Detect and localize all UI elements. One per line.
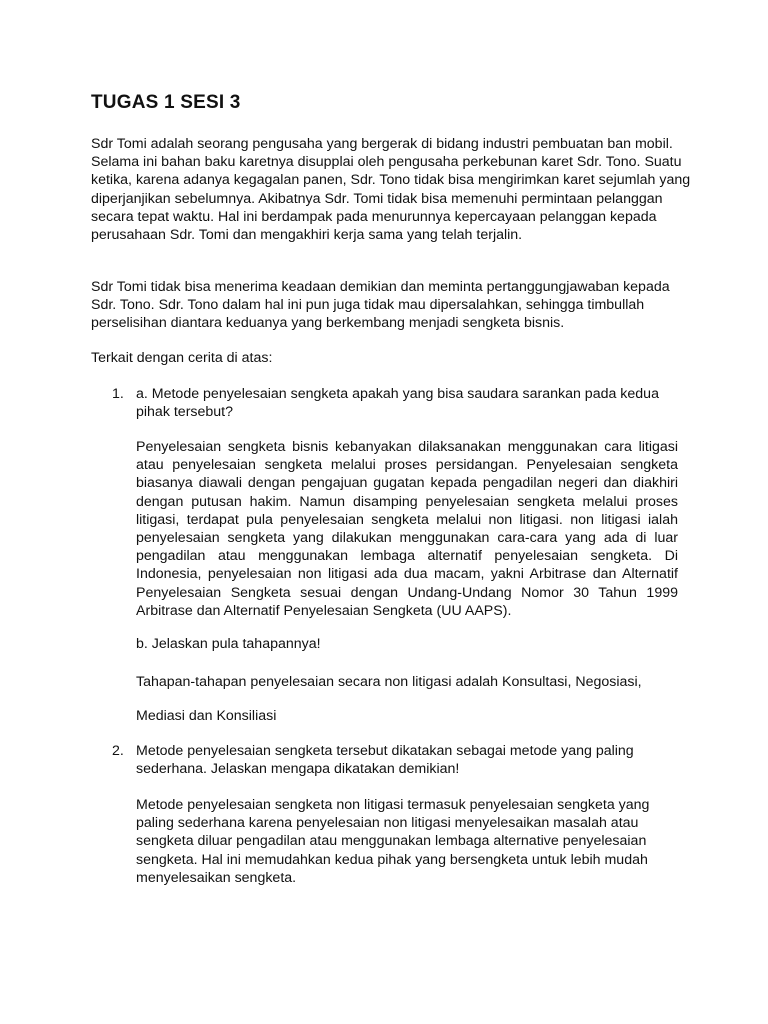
conflict-paragraph: Sdr Tomi tidak bisa menerima keadaan demikian dan meminta pertanggungjawaban kepada Sdr. Tono. Sdr. Tono dalam hal ini pun juga tidak mau dipersalahkan, sehingga timbullah perselisihan diantara keduanya yang berkembang menjadi sengketa bisnis. <box>91 279 670 332</box>
list-number-1: 1. <box>112 386 124 402</box>
question-1b: b. Jelaskan pula tahapannya! <box>136 636 321 652</box>
answer-1a: Penyelesaian sengketa bisnis kebanyakan dilaksanakan menggunakan cara litigasi atau penyelesaian sengketa melalui proses persidangan. Penyelesaian sengketa biasanya diawali dengan pengajuan gugatan kepada pengadilan negeri dan diakhiri dengan putusan hakim. Namun disamping penyelesaian sengketa melalui proses litigasi, terdapat pula penyelesaian sengketa melalui non litigasi. non litigasi ialah penyelesaian sengketa yang dilakukan menggunakan cara-cara yang ada di luar pengadilan atau menggunakan lembaga alternatif penyelesaian sengketa. Di Indonesia, penyelesaian non litigasi ada dua macam, yakni Arbitrase dan Alternatif Penyelesaian Sengketa sesuai dengan Undang-Undang Nomor 30 Tahun 1999 Arbitrase dan Alternatif Penyelesaian Sengketa (UU AAPS). <box>136 439 678 619</box>
list-number-2: 2. <box>112 743 124 759</box>
intro-paragraph: Sdr Tomi adalah seorang pengusaha yang bergerak di bidang industri pembuatan ban mobil. Selama ini bahan baku karetnya disupplai oleh pengusaha perkebunan karet Sdr. Tono. Suatu ketika, karena adanya kegagalan panen, Sdr. Tono tidak bisa mengirimkan karet sejumlah yang diperjanjikan sebelumnya. Akibatnya Sdr. Tomi tidak bisa memenuhi permintaan pelanggan secara tepat waktu. Hal ini berdampak pada menurunnya kepercayaan pelanggan kepada perusahaan Sdr. Tomi dan mengakhiri kerja sama yang telah terjalin. <box>91 136 691 244</box>
answer-1b-line-2: Mediasi dan Konsiliasi <box>136 708 277 724</box>
question-1a: a. Metode penyelesaian sengketa apakah yang bisa saudara sarankan pada kedua pihak tersebut? <box>136 386 659 421</box>
question-intro: Terkait dengan cerita di atas: <box>91 350 273 366</box>
answer-1b-line-1: Tahapan-tahapan penyelesaian secara non litigasi adalah Konsultasi, Negosiasi, <box>136 674 642 690</box>
question-2: Metode penyelesaian sengketa tersebut dikatakan sebagai metode yang paling sederhana. Jelaskan mengapa dikatakan demikian! <box>136 743 634 778</box>
document-title: TUGAS 1 SESI 3 <box>91 92 241 113</box>
answer-2: Metode penyelesaian sengketa non litigasi termasuk penyelesaian sengketa yang paling sederhana karena penyelesaian non litigasi menyelesaikan masalah atau sengketa diluar pengadilan atau menggunakan lembaga alternative penyelesaian sengketa. Hal ini memudahkan kedua pihak yang bersengketa untuk lebih mudah menyelesaikan sengketa. <box>136 797 650 886</box>
